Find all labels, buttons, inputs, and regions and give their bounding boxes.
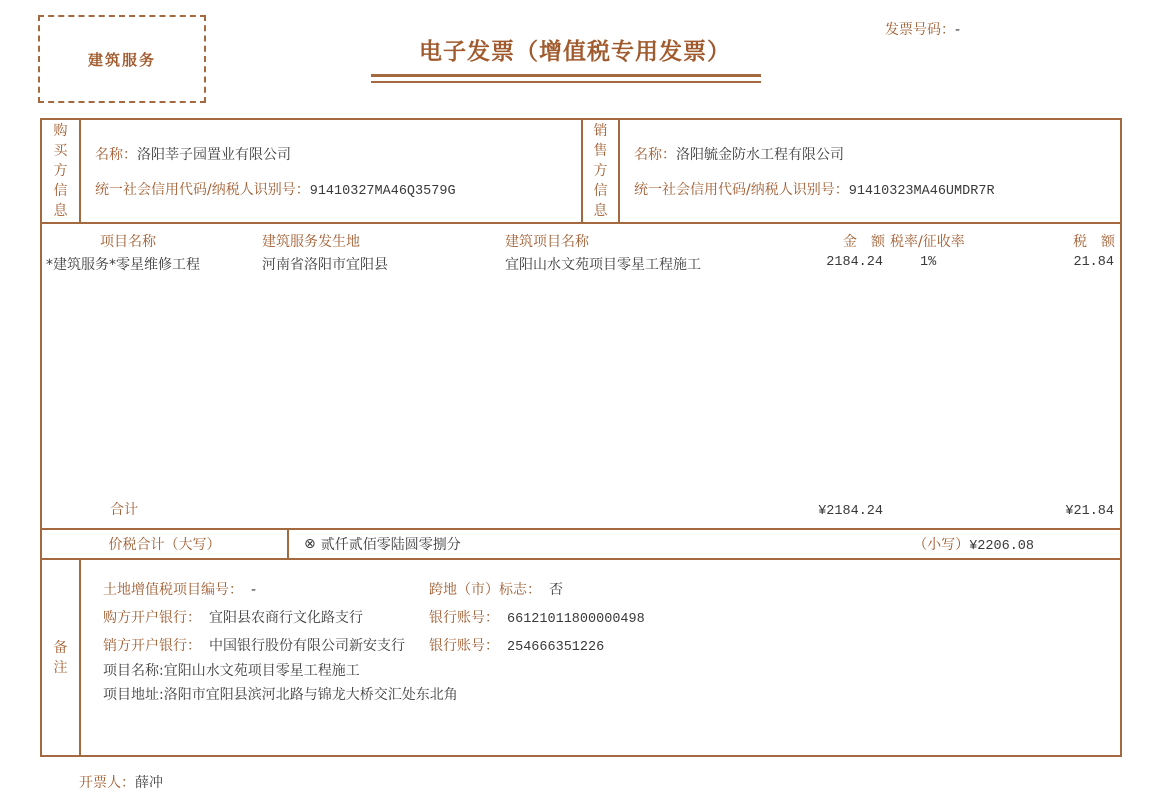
- land-tax-pair: [103, 579, 429, 599]
- item-row-place: 河南省洛阳市宜阳县: [262, 257, 388, 273]
- title-underline: [371, 74, 761, 83]
- amount-in-words-label: 价税合计（大写）: [42, 530, 289, 558]
- col-header-tax-rate: 税率/征收率: [890, 234, 965, 250]
- item-row-rate: 1%: [920, 255, 937, 270]
- amount-in-figures-label: （小写）: [913, 537, 970, 553]
- item-row-project: 宜阳山水文苑项目零星工程施工: [505, 257, 701, 273]
- item-row-amount: 2184.24: [826, 255, 883, 270]
- col-header-item-name: 项目名称: [100, 234, 156, 250]
- seller-info: [620, 120, 1120, 222]
- amount-in-figures-value: ¥2206.08: [969, 539, 1034, 554]
- seller-side-label: [581, 120, 620, 222]
- party-section: [42, 120, 1120, 224]
- invoice-body: [40, 118, 1122, 757]
- col-header-service-place: 建筑服务发生地: [262, 234, 360, 250]
- remarks-row-land-tax: [103, 575, 1120, 603]
- seller-name-value: 洛阳毓金防水工程有限公司: [676, 146, 844, 163]
- col-header-project-name: 建筑项目名称: [505, 234, 589, 250]
- buyer-taxid-value: 91410327MA46Q3579G: [309, 183, 456, 199]
- total-label: 合计: [110, 502, 138, 518]
- buyer-name-label: 名称：: [95, 146, 137, 163]
- buyer-bank-label: 购方开户银行：: [103, 610, 201, 626]
- summary-row: [42, 528, 1120, 560]
- land-tax-value: -: [251, 582, 257, 598]
- seller-bank-label: 销方开户银行：: [103, 638, 201, 654]
- remarks-side-label: [42, 560, 81, 755]
- seller-side-label-text: 销售方信息: [593, 123, 608, 219]
- item-row-tax: 21.84: [1073, 255, 1114, 270]
- issuer-line: [79, 772, 163, 792]
- seller-bank-value: 中国银行股份有限公司新安支行: [209, 638, 405, 654]
- invoice-number-label: 发票号码：: [885, 22, 955, 38]
- buyer-taxid-line: [95, 179, 581, 199]
- circled-times-icon: ⊗: [304, 536, 316, 552]
- invoice-number-value: -: [955, 22, 961, 38]
- seller-name-label: 名称：: [634, 146, 676, 163]
- amount-in-words-cell: [289, 530, 1120, 558]
- land-tax-label: 土地增值税项目编号：: [103, 582, 243, 598]
- buyer-name-value: 洛阳莘子园置业有限公司: [137, 146, 291, 163]
- seller-taxid-line: [634, 179, 1120, 199]
- remarks-row-buyer-bank: [103, 603, 1120, 631]
- remarks-row-seller-bank: [103, 631, 1120, 659]
- cross-city-label: 跨地（市）标志：: [429, 582, 541, 598]
- item-row-name: *建筑服务*零星维修工程: [46, 257, 200, 273]
- buyer-bank-value: 宜阳县农商行文化路支行: [209, 610, 363, 626]
- amount-in-figures: [913, 534, 1034, 554]
- items-table: [42, 224, 1120, 528]
- invoice-number: [885, 19, 960, 39]
- remarks-project-address: 项目地址:洛阳市宜阳县滨河北路与锦龙大桥交汇处东北角: [103, 687, 458, 703]
- buyer-taxid-label: 统一社会信用代码/纳税人识别号：: [95, 181, 310, 198]
- remarks-content: [81, 560, 1120, 755]
- buyer-acct-pair: [429, 607, 1120, 627]
- buyer-info: [81, 120, 581, 222]
- cross-city-value: 否: [549, 582, 563, 598]
- buyer-name-line: [95, 144, 581, 164]
- invoice-title: 电子发票（增值税专用发票）: [419, 39, 731, 65]
- seller-acct-value: 254666351226: [507, 640, 605, 655]
- seller-acct-label: 银行账号：: [429, 638, 499, 654]
- buyer-side-label-text: 购买方信息: [53, 123, 68, 219]
- buyer-side-label: [42, 120, 81, 222]
- cross-city-pair: [429, 579, 1120, 599]
- buyer-acct-label: 银行账号：: [429, 610, 499, 626]
- buyer-acct-value: 66121011800000498: [507, 612, 645, 627]
- issuer-label: 开票人：: [79, 775, 135, 791]
- col-header-amount: 金 额: [843, 234, 885, 250]
- issuer-value: 薛冲: [135, 775, 163, 791]
- remarks-section: [42, 560, 1120, 755]
- seller-name-line: [634, 144, 1120, 164]
- buyer-bank-pair: [103, 607, 429, 627]
- seller-bank-pair: [103, 635, 429, 655]
- remarks-side-label-text: 备注: [53, 639, 68, 676]
- seller-acct-pair: [429, 635, 1120, 655]
- seller-taxid-value: 91410323MA46UMDR7R: [848, 183, 995, 199]
- total-amount: ¥2184.24: [818, 504, 883, 519]
- amount-in-words-value: 贰仟贰佰零陆圆零捌分: [320, 537, 461, 553]
- seller-taxid-label: 统一社会信用代码/纳税人识别号：: [634, 181, 849, 198]
- stamp-label: 建筑服务: [87, 50, 156, 69]
- col-header-tax-amount: 税 额: [1073, 234, 1115, 250]
- remarks-project-name: 项目名称:宜阳山水文苑项目零星工程施工: [103, 663, 360, 679]
- total-tax-amount: ¥21.84: [1065, 504, 1114, 519]
